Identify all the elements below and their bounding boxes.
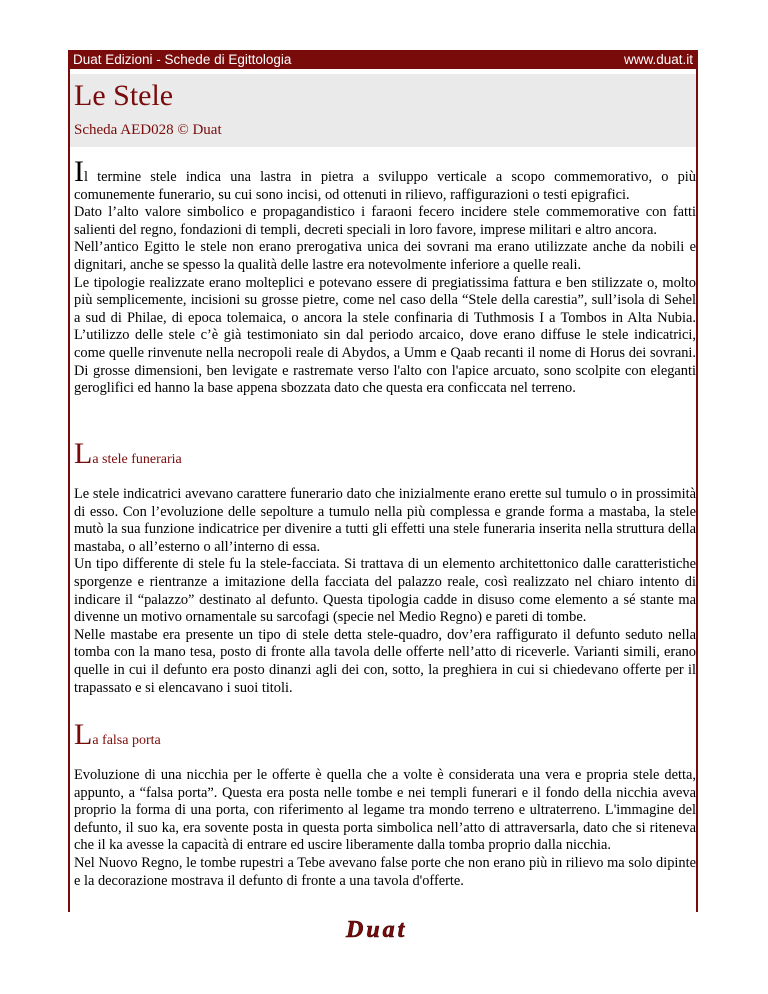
intro-paragraph-3: Nell’antico Egitto le stele non erano prerogativa unica dei sovrani ma erano utilizzate anche da nobili e dignitari, anche se spesso la qualità delle lastre era notevolmente inferiore a quelle reali. (74, 239, 696, 273)
frame-right-border (696, 69, 698, 912)
section2-paragraph-2: Nel Nuovo Regno, le tombe rupestri a Tebe avevano false porte che non erano più in rilievo ma solo dipinte e la decorazione mostrava il defunto di fronte a una tavola d'offerte. (74, 854, 696, 889)
section-heading-stele-funeraria: La stele funeraria (74, 437, 182, 470)
section1-paragraph-1: Le stele indicatrici avevano carattere funerario dato che inizialmente erano erette sul tumulo o in prossimità di esso. Con l’evoluzione delle sepolture a tumulo nella più complessa e grande forma a mastaba, la stele mutò la sua funzione indicatrice per divenire a tutti gli effetti una stele funeraria inserita nella struttura della mastaba, o all’esterno o all’interno di essa. (74, 486, 696, 555)
intro-paragraph-1: Il termine stele indica una lastra in pietra a sviluppo verticale a scopo commemorativo, o più comunemente funerario, su cui sono incisi, od ottenuti in rilievo, raffigurazioni o testi epigrafici. (74, 155, 696, 203)
logo-text: Duat (346, 917, 408, 943)
website-link[interactable]: www.duat.it (623, 52, 693, 67)
intro-paragraph-2: Dato l’alto valore simbolico e propagandistico i faraoni fecero incidere stele commemorative con fatti salienti del regno, fondazioni di templi, decreti speciali in loro favore, imprese militari e altro ancora. (74, 204, 696, 238)
duat-logo (344, 914, 422, 944)
intro-section (74, 155, 696, 398)
section-falsa-porta (74, 767, 696, 890)
section1-paragraph-3: Nelle mastabe era presente un tipo di stele detta stele-quadro, dov’era raffigurato il defunto seduto nella tomba con la mano tesa, posto di fronte alla tavola delle offerte nell’atto di riceverle. Varianti simili, erano quelle in cui il defunto era posto dinanzi agli dei con, sotto, la preghiera in cui si chiedevano offerte per il trapassato e si elencavano i suoi titoli. (74, 626, 696, 696)
section-heading-falsa-porta: La falsa porta (74, 718, 161, 751)
intro-paragraph-4: Le tipologie realizzate erano molteplici e potevano essere di pregiatissima fattura e ben stilizzate o, molto più semplicemente, incisioni su grosse pietre, come nel caso della “Stele della carestia”, sull’isola di Sehel a sud di Philae, di epoca tolemaica, o ancora la stele confinaria di Tuthmosis I a Tombos in Alta Nubia. L’utilizzo delle stele c’è già testimoniato sin dal periodo arcaico, dove erano diffuse le stele indicatrici, come quelle rinvenute nella necropoli reale di Abydos, a Umm e Qaab recanti il nome di Horus dei sovrani. Di grosse dimensioni, ben levigate e rastremate verso l'alto con l'apice arcuato, sono scolpite con eleganti geroglifici ed hanno la base appena sbozzata dato che questa era conficcata nel terreno. (74, 274, 696, 397)
section2-paragraph-1: Evoluzione di una nicchia per le offerte è quella che a volte è considerata una vera e propria stele detta, appunto, a “falsa porta”. Questa era posta nelle tombe e nei templi funerari e il fondo della nicchia aveva proprio la forma di una porta, con riferimento al legame tra mondo terreno e ultraterreno. L'immagine del defunto, il suo ka, era sovente posta in questa porta simbolica nell’atto di attraversarla, dato che si riteneva che il ka avesse la capacità di entrare ed uscire liberamente dalla tomba proprio dalla nicchia. (74, 767, 696, 854)
drop-cap: I (74, 155, 84, 188)
page-title: Le Stele (74, 79, 174, 112)
top-banner (68, 50, 698, 69)
frame-left-border (68, 69, 70, 912)
document-code: Scheda AED028 © Duat (74, 122, 222, 138)
publisher-label: Duat Edizioni - Schede di Egittologia (73, 52, 292, 67)
section-stele-funeraria (74, 486, 696, 697)
section1-paragraph-2: Un tipo differente di stele fu la stele-facciata. Si trattava di un elemento architettonico dalle caratteristiche sporgenze e rientranze a imitazione della facciata del palazzo reale, così realizzato nel chiaro intento di indicare il “palazzo” destinato al defunto. Questa tipologia cadde in disuso come elemento a sé stante ma divenne un motivo ornamentale su sarcofagi (specie nel Medio Regno) e pareti di tombe. (74, 556, 696, 626)
